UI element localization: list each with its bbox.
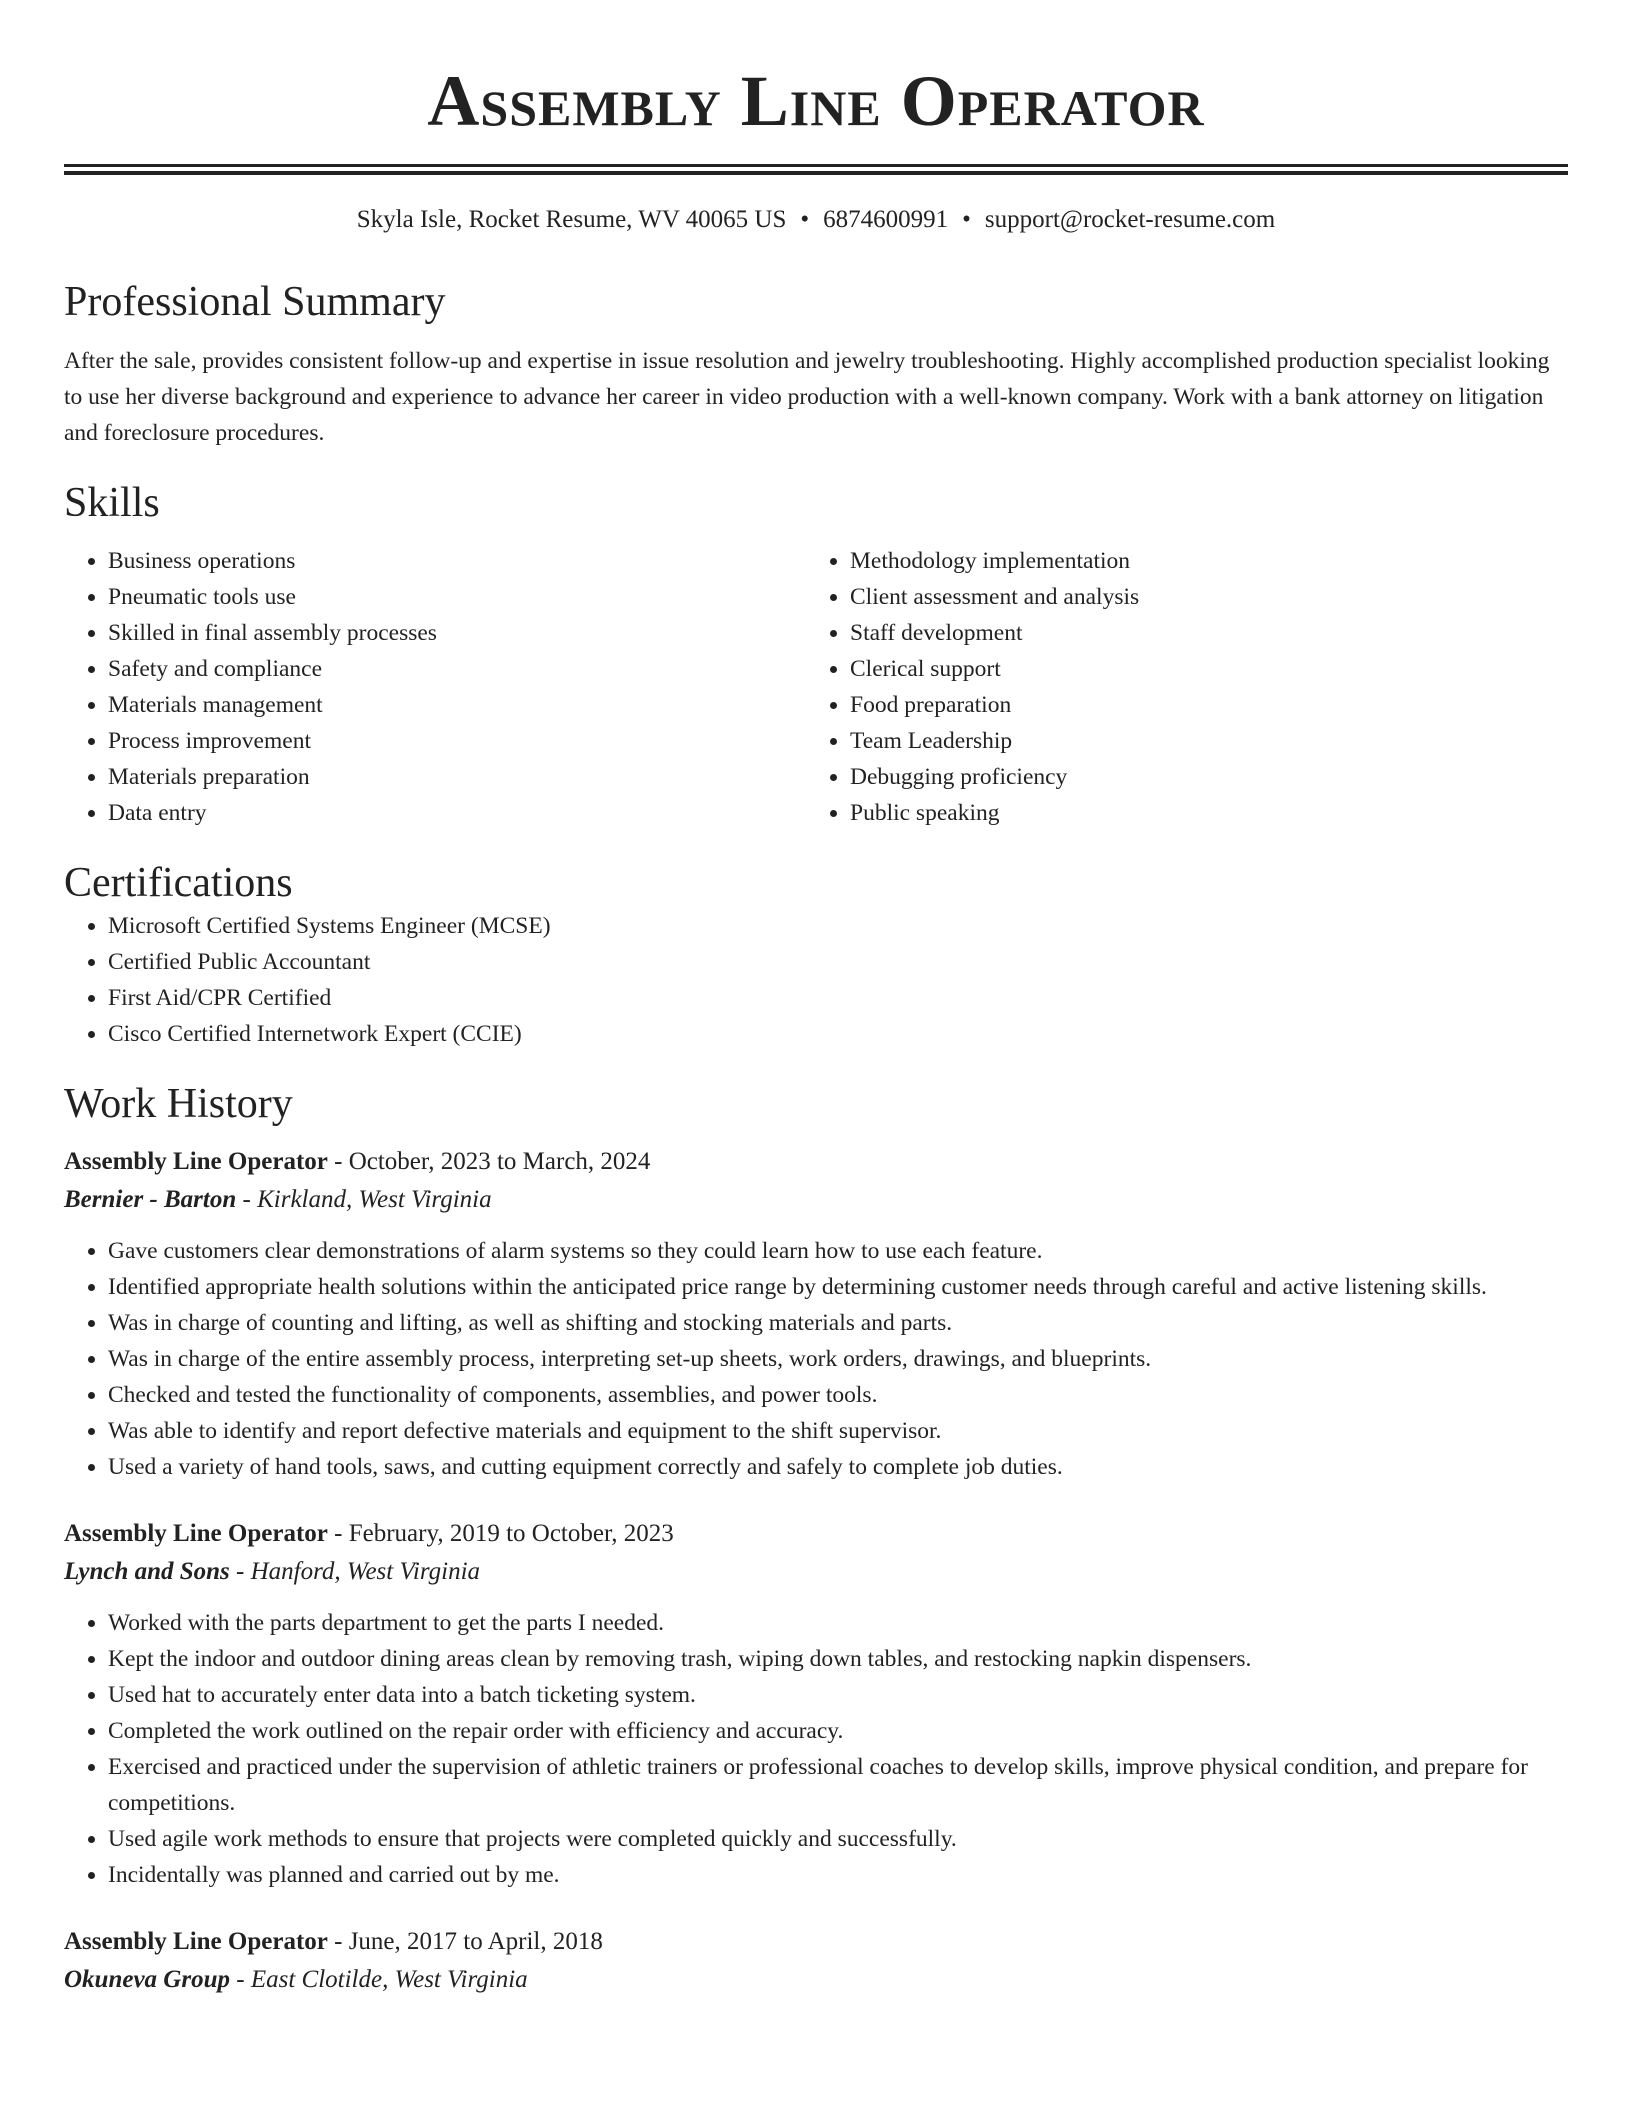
skills-heading: Skills: [64, 480, 160, 526]
job-duty: • Used a variety of hand tools, saws, and cutting equipment correctly and safely to complete job duties.: [108, 1449, 1568, 1485]
job-duty: • Worked with the parts department to get the parts I needed.: [108, 1605, 1568, 1641]
job-duty: • Used agile work methods to ensure that projects were completed quickly and successfully.: [108, 1821, 1568, 1857]
contact-line: [64, 204, 1568, 236]
job-entry: [64, 1923, 1568, 1999]
resume-page: [64, 0, 1568, 1999]
job-company: Lynch and Sons: [64, 1558, 230, 1585]
skill-item: • Staff development: [850, 615, 1548, 651]
job-duty: • Incidentally was planned and carried out by me.: [108, 1857, 1568, 1893]
contact-email: support@rocket-resume.com: [984, 206, 1276, 233]
skills-list-right: [806, 543, 1548, 831]
skill-item: • Team Leadership: [850, 723, 1548, 759]
skill-item: • Pneumatic tools use: [108, 579, 806, 615]
skill-item: • Skilled in final assembly processes: [108, 615, 806, 651]
skills-columns: [64, 543, 1568, 831]
job-header: [64, 1515, 1568, 1553]
certification-item: • Certified Public Accountant: [108, 944, 1568, 980]
skill-item: • Public speaking: [850, 795, 1548, 831]
job-dates: - June, 2017 to April, 2018: [327, 1928, 603, 1955]
skill-item: • Client assessment and analysis: [850, 579, 1548, 615]
job-company: Okuneva Group: [64, 1966, 230, 1993]
work-history-heading: Work History: [64, 1081, 293, 1127]
job-duty: • Was in charge of counting and lifting, as well as shifting and stocking materials and parts.: [108, 1305, 1568, 1341]
job-duty: • Identified appropriate health solutions within the anticipated price range by determining customer needs through careful and active listening skills.: [108, 1269, 1568, 1305]
job-duty: • Kept the indoor and outdoor dining areas clean by removing trash, wiping down tables, and restocking napkin dispensers.: [108, 1641, 1568, 1677]
job-duty: • Was able to identify and report defective materials and equipment to the shift supervisor.: [108, 1413, 1568, 1449]
certification-item: • Cisco Certified Internetwork Expert (CCIE): [108, 1016, 1568, 1052]
job-duty: • Completed the work outlined on the repair order with efficiency and accuracy.: [108, 1713, 1568, 1749]
job-duty: • Gave customers clear demonstrations of alarm systems so they could learn how to use each feature.: [108, 1233, 1568, 1269]
skill-item: • Clerical support: [850, 651, 1548, 687]
title-divider: [64, 164, 1568, 175]
job-employer: [64, 1181, 1568, 1219]
certification-item: • Microsoft Certified Systems Engineer (MCSE): [108, 908, 1568, 944]
contact-address: Skyla Isle, Rocket Resume, WV 40065 US: [356, 206, 787, 233]
skill-item: • Materials preparation: [108, 759, 806, 795]
job-duty: • Was in charge of the entire assembly process, interpreting set-up sheets, work orders, drawings, and blueprints.: [108, 1341, 1568, 1377]
skills-list-left: [64, 543, 806, 831]
job-duty: • Checked and tested the functionality of components, assemblies, and power tools.: [108, 1377, 1568, 1413]
certifications-list: [64, 908, 1568, 1052]
summary-text: After the sale, provides consistent follow-up and expertise in issue resolution and jewelry troubleshooting. Highly accomplished production specialist looking to use her diverse background and experience to advance her career in video production with a well-known company. Work with a bank attorney on litigation and foreclosure procedures.: [64, 348, 1550, 446]
job-duties: [64, 1233, 1568, 1485]
job-entry: [64, 1515, 1568, 1893]
skill-item: • Food preparation: [850, 687, 1548, 723]
contact-separator: •: [800, 206, 810, 233]
skill-item: • Data entry: [108, 795, 806, 831]
skill-item: • Safety and compliance: [108, 651, 806, 687]
skill-item: • Debugging proficiency: [850, 759, 1548, 795]
contact-phone: 6874600991: [823, 206, 949, 233]
job-duty: • Used hat to accurately enter data into a batch ticketing system.: [108, 1677, 1568, 1713]
resume-title: Assembly Line Operator: [427, 61, 1205, 141]
job-header: [64, 1923, 1568, 1961]
job-employer: [64, 1961, 1568, 1999]
job-dates: - February, 2019 to October, 2023: [327, 1520, 674, 1547]
job-role: Assembly Line Operator: [64, 1148, 328, 1175]
job-role: Assembly Line Operator: [64, 1520, 328, 1547]
job-dates: - October, 2023 to March, 2024: [327, 1148, 651, 1175]
skill-item: • Process improvement: [108, 723, 806, 759]
job-duty: • Exercised and practiced under the supervision of athletic trainers or professional coaches to develop skills, improve physical condition, and prepare for competitions.: [108, 1749, 1568, 1821]
summary-heading: Professional Summary: [64, 279, 446, 325]
certifications-heading: Certifications: [64, 860, 293, 906]
job-company: Bernier - Barton: [64, 1186, 237, 1213]
skill-item: • Business operations: [108, 543, 806, 579]
job-duties: [64, 1605, 1568, 1893]
job-location: - Hanford, West Virginia: [229, 1558, 481, 1585]
skill-item: • Methodology implementation: [850, 543, 1548, 579]
certification-item: • First Aid/CPR Certified: [108, 980, 1568, 1016]
job-role: Assembly Line Operator: [64, 1928, 328, 1955]
job-entry: [64, 1143, 1568, 1485]
job-employer: [64, 1553, 1568, 1591]
job-header: [64, 1143, 1568, 1181]
job-location: - East Clotilde, West Virginia: [230, 1966, 528, 1993]
contact-separator: •: [962, 206, 971, 233]
job-location: - Kirkland, West Virginia: [236, 1186, 492, 1213]
skill-item: • Materials management: [108, 687, 806, 723]
